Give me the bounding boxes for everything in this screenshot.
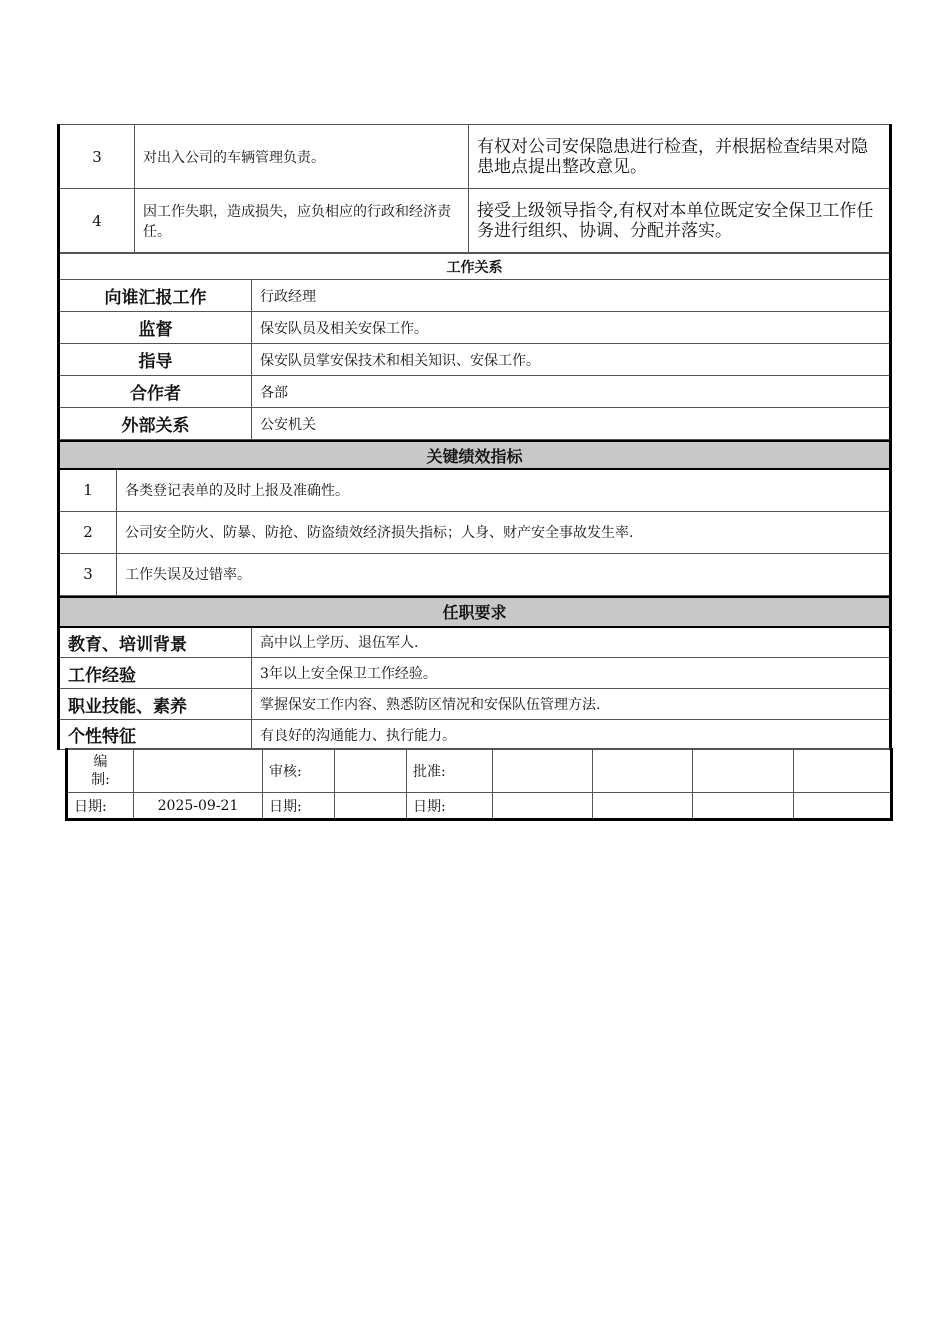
relations-table <box>57 253 892 440</box>
kpi-row <box>59 511 891 553</box>
review-label: 审核: <box>263 749 335 793</box>
relation-label: 向谁汇报工作 <box>59 280 252 312</box>
duty-text: 对出入公司的车辆管理负责。 <box>135 125 469 189</box>
kpi-number: 1 <box>59 469 117 511</box>
requirement-value: 3年以上安全保卫工作经验。 <box>252 658 891 689</box>
relation-row <box>59 376 891 408</box>
blank-cell <box>794 749 892 793</box>
duty-row <box>59 125 891 189</box>
prepared-date-label: 日期: <box>67 793 134 820</box>
relation-value: 保安队员掌安保技术和相关知识、安保工作。 <box>252 344 891 376</box>
requirement-row <box>59 658 891 689</box>
relations-section-title: 工作关系 <box>59 254 891 280</box>
requirement-label: 教育、培训背景 <box>59 627 252 658</box>
relation-label: 监督 <box>59 312 252 344</box>
approve-date-label: 日期: <box>407 793 493 820</box>
blank-cell <box>593 749 693 793</box>
kpi-number: 3 <box>59 553 117 595</box>
review-date-label: 日期: <box>263 793 335 820</box>
relation-value: 保安队员及相关安保工作。 <box>252 312 891 344</box>
requirement-label: 工作经验 <box>59 658 252 689</box>
kpi-row <box>59 469 891 511</box>
requirement-row <box>59 689 891 720</box>
blank-cell <box>693 793 794 820</box>
blank-cell <box>593 793 693 820</box>
approve-date-field[interactable] <box>493 793 593 820</box>
kpi-section-title: 关键绩效指标 <box>59 441 891 469</box>
blank-cell <box>794 793 892 820</box>
duties-table <box>57 124 892 253</box>
kpi-number: 2 <box>59 511 117 553</box>
duty-number: 3 <box>59 125 135 189</box>
relation-label: 外部关系 <box>59 408 252 440</box>
relation-row <box>59 312 891 344</box>
relation-label: 合作者 <box>59 376 252 408</box>
relation-label: 指导 <box>59 344 252 376</box>
authority-text: 有权对公司安保隐患进行检查，并根据检查结果对隐患地点提出整改意见。 <box>469 125 891 189</box>
requirement-value: 高中以上学历、退伍军人. <box>252 627 891 658</box>
requirement-label: 个性特征 <box>59 720 252 750</box>
requirements-section-title: 任职要求 <box>59 597 891 627</box>
prepared-date-value: 2025-09-21 <box>134 793 263 820</box>
blank-cell <box>693 749 794 793</box>
kpi-text: 各类登记表单的及时上报及准确性。 <box>117 469 891 511</box>
duty-row <box>59 189 891 253</box>
authority-text: 接受上级领导指令,有权对本单位既定安全保卫工作任务进行组织、协调、分配并落实。 <box>469 189 891 253</box>
requirement-value: 掌握保安工作内容、熟悉防区情况和安保队伍管理方法. <box>252 689 891 720</box>
relation-value: 各部 <box>252 376 891 408</box>
prepared-signature-field[interactable] <box>134 749 263 793</box>
duty-text: 因工作失职，造成损失，应负相应的行政和经济责任。 <box>135 189 469 253</box>
approve-label: 批准: <box>407 749 493 793</box>
requirements-table <box>57 596 892 751</box>
requirement-row <box>59 720 891 750</box>
job-description-document <box>57 124 892 750</box>
duty-number: 4 <box>59 189 135 253</box>
relation-value: 行政经理 <box>252 280 891 312</box>
requirement-value: 有良好的沟通能力、执行能力。 <box>252 720 891 750</box>
requirement-row <box>59 627 891 658</box>
relation-row <box>59 344 891 376</box>
kpi-text: 公司安全防火、防暴、防抢、防盗绩效经济损失指标；人身、财产安全事故发生率. <box>117 511 891 553</box>
relation-row <box>59 280 891 312</box>
kpi-row <box>59 553 891 595</box>
relation-value: 公安机关 <box>252 408 891 440</box>
approve-signature-field[interactable] <box>493 749 593 793</box>
relation-row <box>59 408 891 440</box>
review-signature-field[interactable] <box>335 749 407 793</box>
kpi-table <box>57 440 892 596</box>
kpi-text: 工作失误及过错率。 <box>117 553 891 595</box>
prepared-label: 编制: <box>67 749 134 793</box>
signoff-table <box>65 748 893 821</box>
requirement-label: 职业技能、素养 <box>59 689 252 720</box>
review-date-field[interactable] <box>335 793 407 820</box>
